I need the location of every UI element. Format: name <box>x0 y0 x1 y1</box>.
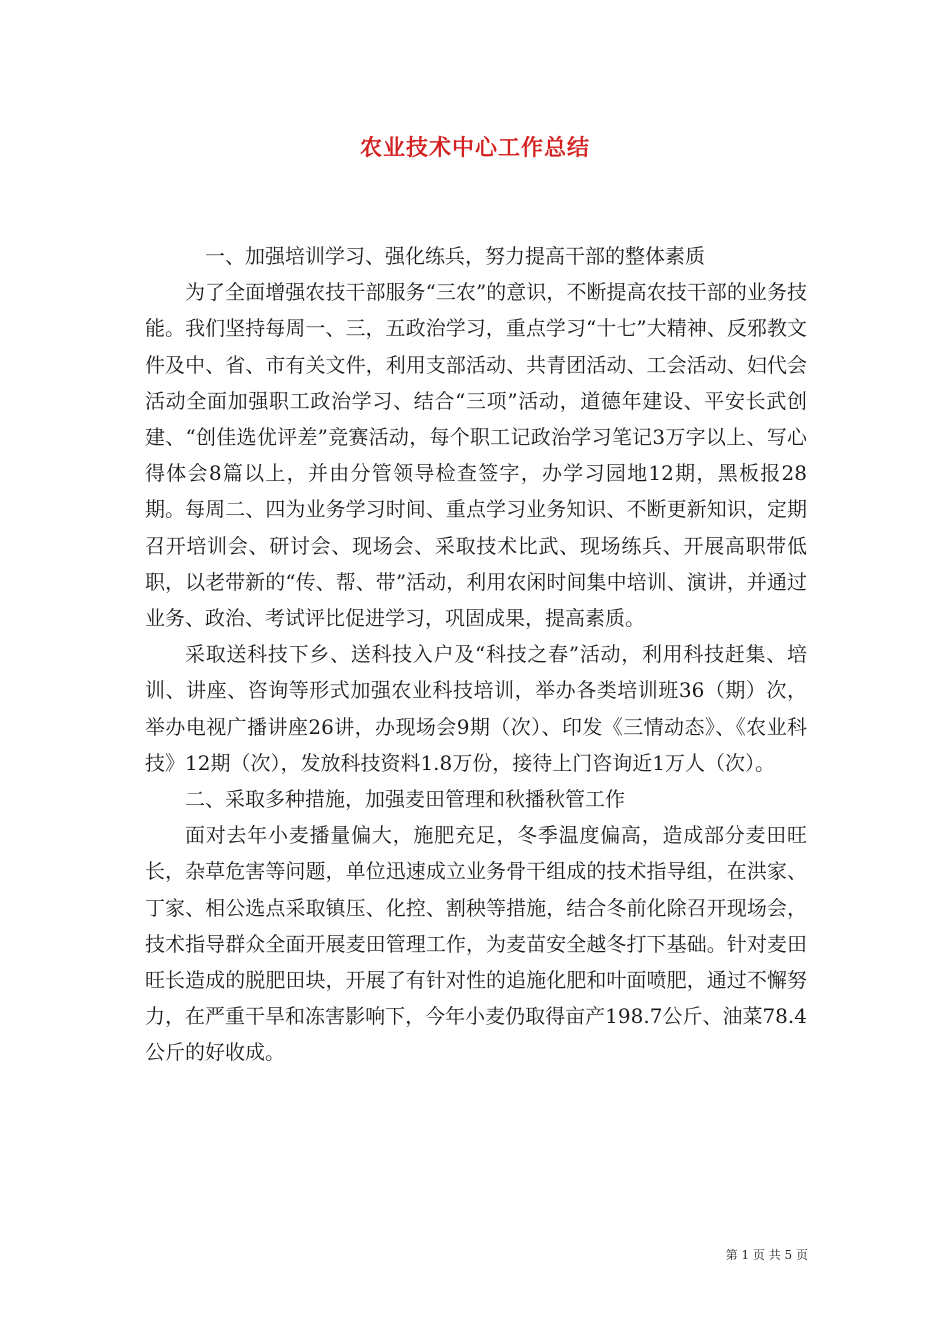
section-heading-2: 二、采取多种措施，加强麦田管理和秋播秋管工作 <box>185 787 625 812</box>
paragraph-2-1: 面对去年小麦播量偏大，施肥充足，冬季温度偏高，造成部分麦田旺长，杂草危害等问题，单位迅速成立业务骨干组成的技术指导组，在洪家、丁家、相公选点采取镇压、化控、割秧等措施，结合冬前化除召开现场会，技术指导群众全面开展麦田管理工作，为麦苗安全越冬打下基础。针对麦田旺长造成的脱肥田块，开展了有针对性的追施化肥和叶面喷肥，通过不懈努力，在严重干旱和冻害影响下，今年小麦仍取得亩产198.7公斤、油菜78.4公斤的好收成。 <box>145 823 807 1065</box>
paragraph-1-2: 采取送科技下乡、送科技入户及“科技之春”活动，利用科技赶集、培训、讲座、咨询等形式加强农业科技培训，举办各类培训班36（期）次，举办电视广播讲座26讲，办现场会9期（次）、印发《三情动态》、《农业科技》12期（次），发放科技资料1.8万份，接待上门咨询近1万人（次）。 <box>145 642 807 775</box>
section-heading-1: 一、加强培训学习、强化练兵，努力提高干部的整体素质 <box>205 244 705 268</box>
page-number: 第 1 页 共 5 页 <box>725 1248 808 1262</box>
page-title: 农业技术中心工作总结 <box>359 135 590 161</box>
paragraph-1-1: 为了全面增强农技干部服务“三农”的意识，不断提高农技干部的业务技能。我们坚持每周一、三，五政治学习，重点学习“十七”大精神、反邪教文件及中、省、市有关文件，利用支部活动、共青团活动、工会活动、妇代会活动全面加强职工政治学习、结合“三项”活动，道德年建设、平安长武创建、“创佳选优评差”竞赛活动，每个职工记政治学习笔记3万字以上、写心得体会8篇以上，并由分管领导检查签字，办学习园地12期，黑板报28期。每周二、四为业务学习时间、重点学习业务知识、不断更新知识，定期召开培训会、研讨会、现场会、采取技术比武、现场练兵、开展高职带低职，以老带新的“传、帮、带”活动，利用农闲时间集中培训、演讲，并通过业务、政治、考试评比促进学习，巩固成果，提高素质。 <box>145 280 807 631</box>
document-body <box>145 238 807 1071</box>
